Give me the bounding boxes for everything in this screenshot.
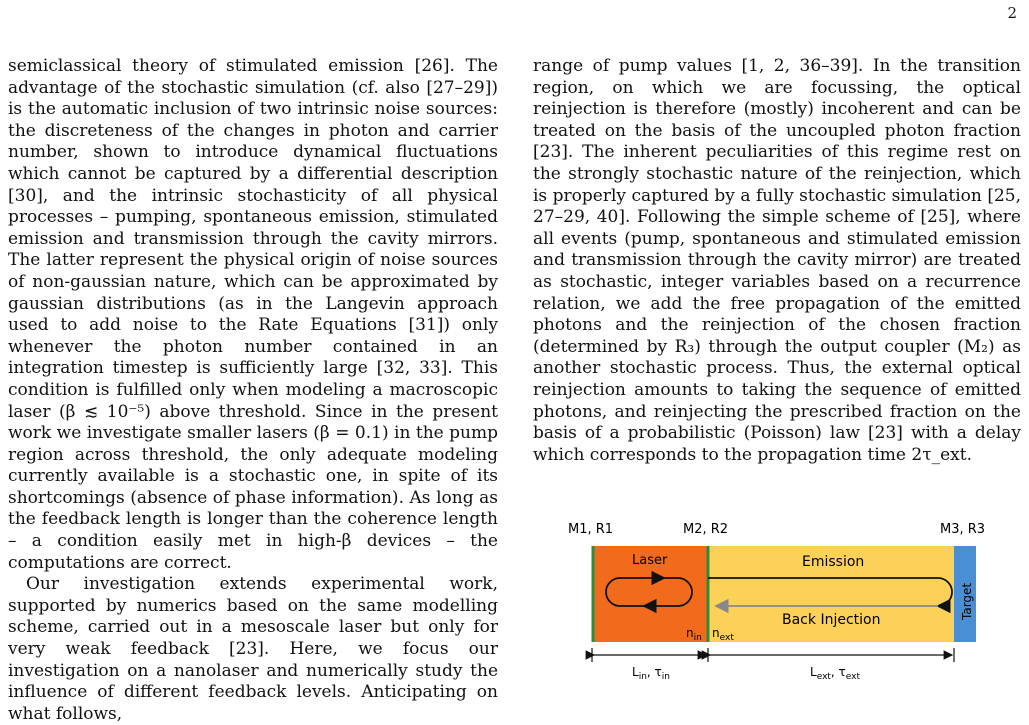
right-paragraph-1: range of pump values [1, 2, 36–39]. In the transition region, on which we are focussing, the optical reinjection is therefore (mostly) incoherent and can be treated on the basis of the uncoupled photon fraction [23]. The inherent peculiarities of this regime rest on the strongly stochastic nature of the reinjection, which is properly captured by a fully stochastic simulation [25, 27–29, 40]. Following the simple scheme of [25], where all events (pump, spontaneous and stimulated emission and transmission through the cavity mirror) are treated as stochastic, integer variables based on a recurrence relation, we add the free propagation of the emitted photons and the reinjection of the chosen fraction (determined by R₃) through the output coupler (M₂) as another stochastic process. Thus, the external optical reinjection amounts to taking the sequence of emitted photons, and reinjecting the prescribed fraction on the basis of a probabilistic (Poisson) law [23] with a delay which corresponds to the propagation time 2τ_ext.	[533, 56, 1021, 465]
mirror3-label: M3, R3	[940, 522, 986, 537]
cavity-feedback-figure	[560, 516, 1000, 686]
l-in-label: $L_{in}$, $\tau_{in}$	[632, 665, 670, 682]
n-ext-label: $n_{ext}$	[712, 626, 734, 643]
target-label: Target	[960, 582, 974, 620]
cavity-diagram	[560, 516, 1000, 686]
l-ext-label: $L_{ext}$, $\tau_{ext}$	[810, 665, 861, 682]
mirror2-label: M2, R2	[683, 522, 729, 537]
page-number: 2	[1007, 4, 1017, 22]
back-injection-label: Back Injection	[782, 612, 881, 628]
emission-label: Emission	[802, 554, 865, 570]
left-paragraph-1: semiclassical theory of stimulated emission [26]. The advantage of the stochastic simulation (cf. also [27–29]) is the automatic inclusion of two intrinsic noise sources: the discreteness of the changes in photon and carrier number, shown to introduce dynamical fluctuations which cannot be captured by a differential description [30], and the intrinsic stochasticity of all physical processes – pumping, spontaneous emission, stimulated emission and transmission through the cavity mirrors. The latter represent the physical origin of noise sources of non-gaussian nature, which can be approximated by gaussian distributions (as in the Langevin approach used to add noise to the Rate Equations [31]) only whenever the photon number contained in an integration timestep is sufficiently large [32, 33]. This condition is fulfilled only when modeling a macroscopic laser (β ≲ 10⁻⁵) above threshold. Since in the present work we investigate smaller lasers (β = 0.1) in the pump region across threshold, the only adequate modeling currently available is a stochastic one, in spite of its shortcomings (absence of phase information). As long as the feedback length is longer than the coherence length – a condition easily met in high-β devices – the computations are correct.	[8, 56, 498, 573]
n-in-label: $n_{in}$	[686, 626, 702, 643]
left-column	[8, 56, 498, 725]
right-column	[533, 56, 1021, 466]
left-paragraph-2: Our investigation extends experimental work, supported by numerics based on the same modelling scheme, carried out in a mesoscale laser but only for very weak feedback [23]. Here, we focus our investigation on a nanolaser and numerically study the influence of different feedback levels. Anticipating on what follows,	[8, 574, 498, 724]
mirror1-label: M1, R1	[568, 522, 614, 537]
laser-label: Laser	[632, 553, 668, 568]
